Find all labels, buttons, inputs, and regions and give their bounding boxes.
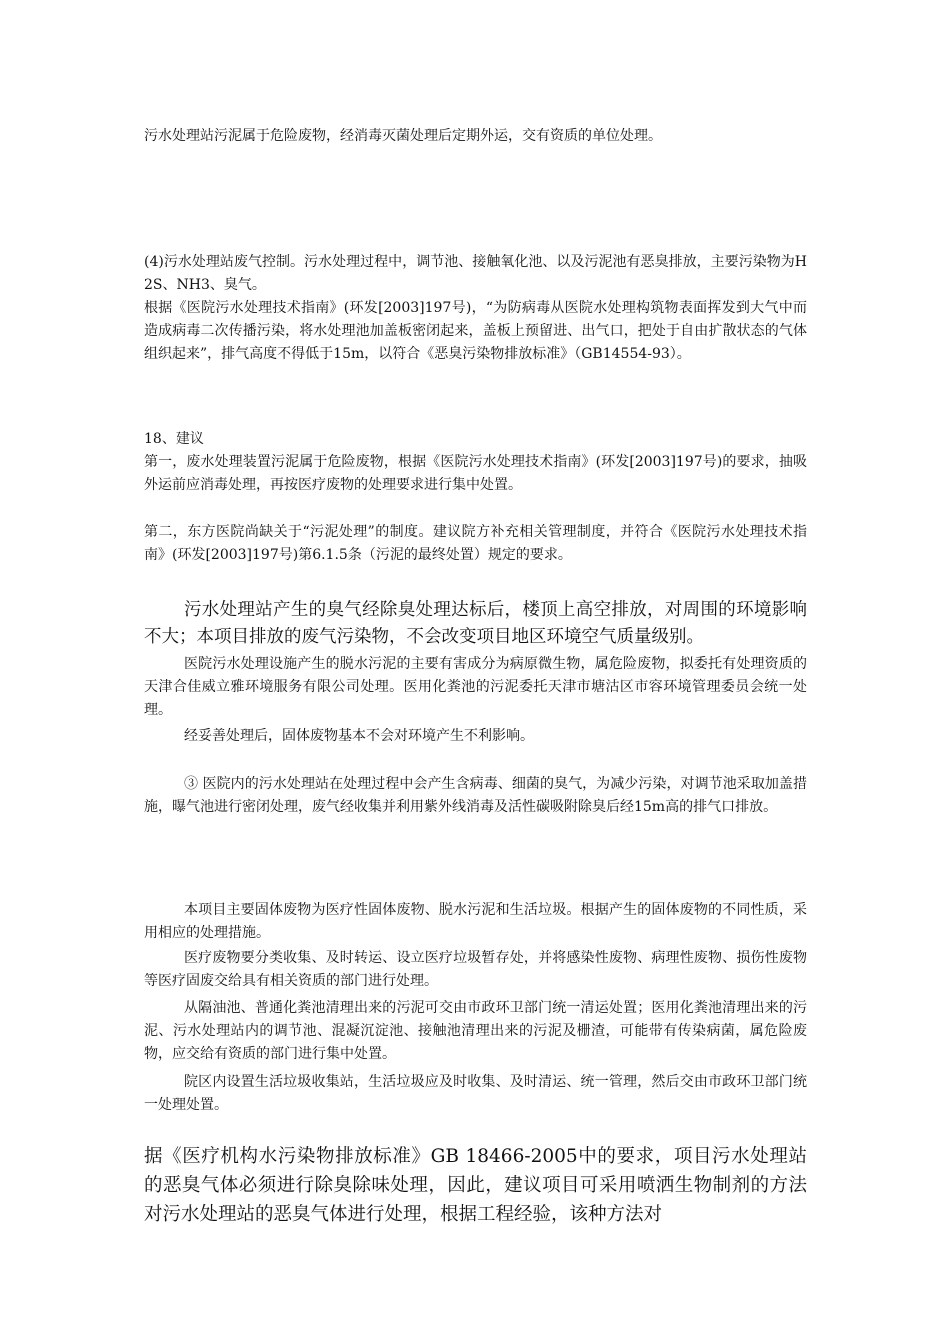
paragraph-emission-standard: 据《医疗机构水污染物排放标准》GB 18466-2005中的要求，项目污水处理站的恶臭气体必须进行除臭除味处理，因此，建议项目可采用喷洒生物制剂的方法对污水处理站的恶臭气体进行处理，根据工程经验，该种方法对	[144, 1146, 807, 1225]
paragraph-guideline-quote: 根据《医院污水处理技术指南》(环发[2003]197号)，“为防病毒从医院水处理构筑物表面挥发到大气中而造成病毒二次传播污染，将水处理池加盖板密闭起来，盖板上预留进、出气口，把处于自由扩散状态的气体组织起来”，排气高度不得低于15m，以符合《恶臭污染物排放标准》（GB14554-93）。	[144, 300, 807, 362]
paragraph-suggestion-second: 第二，东方医院尚缺关于“污泥处理”的制度。建议院方补充相关管理制度，并符合《医院污水处理技术指南》(环发[2003]197号)第6.1.5条（污泥的最终处置）规定的要求。	[144, 524, 807, 563]
paragraph-waste-gas-control: (4)污水处理站废气控制。污水处理过程中，调节池、接触氧化池、以及污泥池有恶臭排放，主要污染物为H2S、NH3、臭气。	[144, 254, 807, 293]
paragraph-septic-sludge: 从隔油池、普通化粪池清理出来的污泥可交由市政环卫部门统一清运处置；医用化粪池清理出来的污泥、污水处理站内的调节池、混凝沉淀池、接触池清理出来的污泥及栅渣，可能带有传染病菌，属危险废物，应交给有资质的部门进行集中处置。	[144, 1000, 807, 1062]
paragraph-odor-emission: 污水处理站产生的臭气经除臭处理达标后，楼顶上高空排放，对周围的环境影响不大；本项目排放的废气污染物，不会改变项目地区环境空气质量级别。	[144, 600, 807, 647]
paragraph-suggestion-first: 第一，废水处理装置污泥属于危险废物，根据《医院污水处理技术指南》(环发[2003]197号)的要求，抽吸外运前应消毒处理，再按医疗废物的处理要求进行集中处置。	[144, 454, 807, 493]
paragraph-domestic-garbage: 院区内设置生活垃圾收集站，生活垃圾应及时收集、及时清运、统一管理，然后交由市政环卫部门统一处理处置。	[144, 1074, 807, 1113]
paragraph-sludge-disposal: 污水处理站污泥属于危险废物，经消毒灭菌处理后定期外运，交有资质的单位处理。	[144, 128, 662, 144]
paragraph-odor-treatment: ③ 医院内的污水处理站在处理过程中会产生含病毒、细菌的臭气，为减少污染，对调节池采取加盖措施，曝气池进行密闭处理，废气经收集并利用紫外线消毒及活性碳吸附除臭后经15m高的排气口排放。	[144, 776, 807, 815]
paragraph-solid-waste-types: 本项目主要固体废物为医疗性固体废物、脱水污泥和生活垃圾。根据产生的固体废物的不同性质，采用相应的处理措施。	[144, 902, 807, 941]
paragraph-dewatered-sludge: 医院污水处理设施产生的脱水污泥的主要有害成分为病原微生物，属危险废物，拟委托有处理资质的天津合佳威立雅环境服务有限公司处理。医用化粪池的污泥委托天津市塘沽区市容环境管理委员会统一处理。	[144, 656, 807, 718]
section-heading-suggestions: 18、建议	[144, 431, 204, 447]
paragraph-solid-waste-impact: 经妥善处理后，固体废物基本不会对环境产生不利影响。	[184, 728, 534, 744]
paragraph-medical-waste: 医疗废物要分类收集、及时转运、设立医疗垃圾暂存处，并将感染性废物、病理性废物、损伤性废物等医疗固废交给具有相关资质的部门进行处理。	[144, 950, 807, 989]
